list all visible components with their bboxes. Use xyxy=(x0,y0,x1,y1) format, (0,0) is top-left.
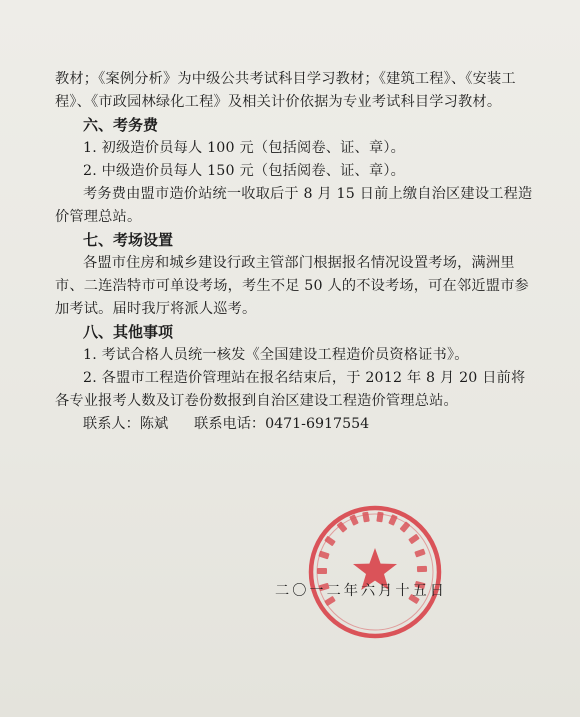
section-6-heading: 六、考务费 xyxy=(83,116,159,134)
section-7-text: 各盟市住房和城乡建设行政主管部门根据报名情况设置考场，满洲里市、二连浩特市可单设考场，考生不足 50 人的不设考场，可在邻近盟市参加考试。届时我厅将派人巡考。 xyxy=(55,255,529,317)
contact-line xyxy=(55,413,535,436)
section-6-item-2: 2. 中级造价员每人 150 元（包括阅卷、证、章）。 xyxy=(83,163,406,179)
document-body xyxy=(55,68,535,436)
section-6-note: 考务费由盟市造价站统一收取后于 8 月 15 日前上缴自治区建设工程造价管理总站。 xyxy=(55,186,533,225)
document-date: 二〇一二年六月十五日 xyxy=(275,583,447,599)
intro-paragraph: 教材；《案例分析》为中级公共考试科目学习教材；《建筑工程》、《安装工程》、《市政园林绿化工程》及相关计价依据为专业考试科目学习教材。 xyxy=(55,71,516,110)
official-seal xyxy=(305,502,445,642)
section-8-item-1: 1. 考试合格人员统一核发《全国建设工程造价员资格证书》。 xyxy=(83,347,469,363)
contact-person: 联系人：陈斌 xyxy=(83,416,169,432)
section-6-item-1: 1. 初级造价员每人 100 元（包括阅卷、证、章）。 xyxy=(83,140,406,156)
section-8-item-2: 2. 各盟市工程造价管理站在报名结束后，于 2012 年 8 月 20 日前将各专业报考人数及订卷份数报到自治区建设工程造价管理总站。 xyxy=(55,370,526,409)
section-7-heading: 七、考场设置 xyxy=(83,231,174,249)
section-8-heading: 八、其他事项 xyxy=(83,323,174,341)
contact-phone: 联系电话：0471-6917554 xyxy=(194,416,370,432)
